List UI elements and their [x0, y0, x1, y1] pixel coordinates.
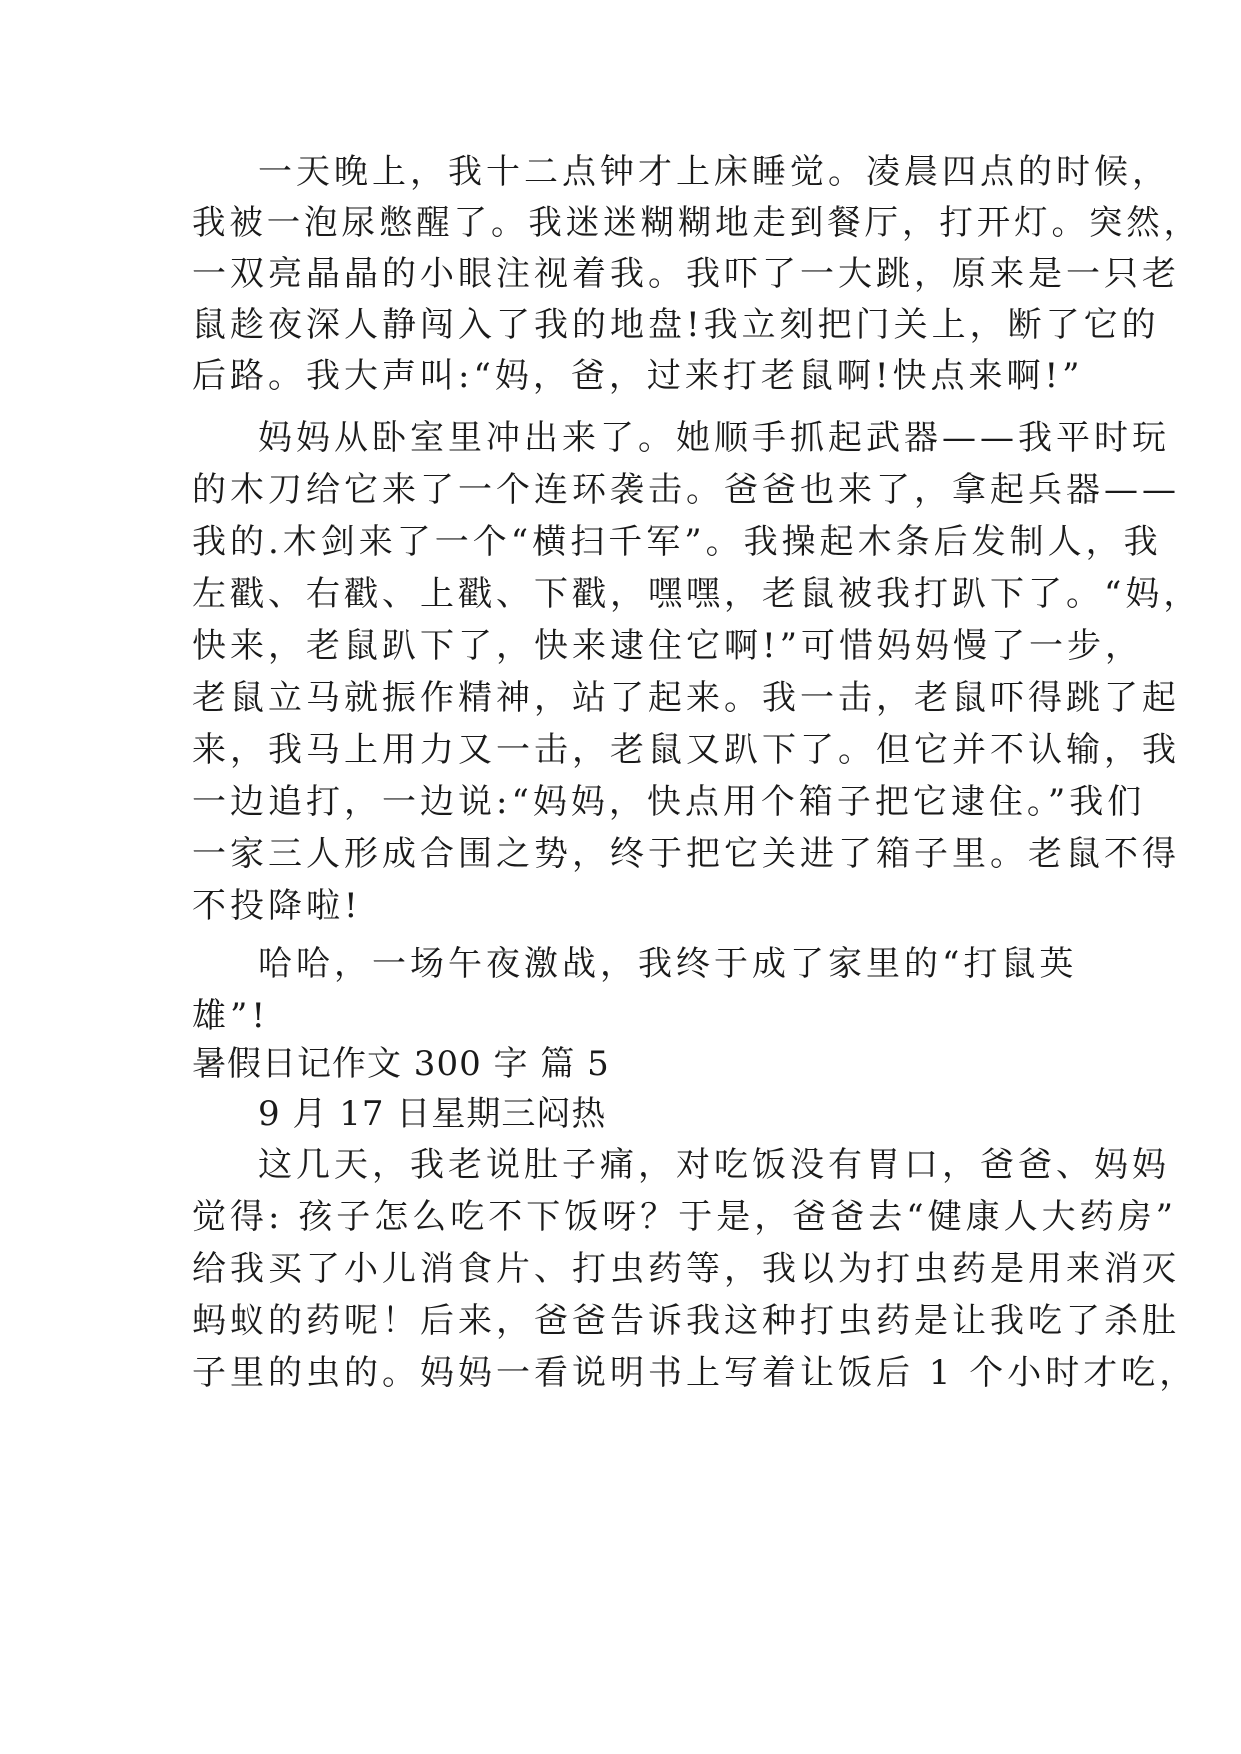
- paragraph-line: 一天晚上，我十二点钟才上床睡觉。凌晨四点的时候，: [258, 152, 1170, 192]
- paragraph-line: 这几天，我老说肚子痛，对吃饭没有胃口，爸爸、妈妈: [258, 1145, 1170, 1185]
- paragraph-line: 一家三人形成合围之势，终于把它关进了箱子里。老鼠不得: [192, 834, 1180, 874]
- diary-date: 9 月 17 日星期三闷热: [258, 1094, 607, 1134]
- paragraph-line: 来，我马上用力又一击，老鼠又趴下了。但它并不认输，我: [192, 730, 1180, 770]
- paragraph-line: 妈妈从卧室里冲出来了。她顺手抓起武器——我平时玩: [258, 418, 1170, 458]
- paragraph-line: 我被一泡尿憋醒了。我迷迷糊糊地走到餐厅，打开灯。突然，: [192, 203, 1201, 243]
- paragraph-line: 鼠趁夜深人静闯入了我的地盘!我立刻把门关上，断了它的: [192, 305, 1160, 345]
- paragraph-line: 一双亮晶晶的小眼注视着我。我吓了一大跳，原来是一只老: [192, 254, 1180, 294]
- paragraph-line: 给我买了小儿消食片、打虫药等，我以为打虫药是用来消灭: [192, 1249, 1180, 1289]
- paragraph-line: 哈哈，一场午夜激战，我终于成了家里的“打鼠英: [258, 944, 1078, 984]
- paragraph-line: 我的.木剑来了一个“横扫千军”。我操起木条后发制人，我: [192, 522, 1162, 562]
- paragraph-line: 不投降啦!: [192, 886, 362, 926]
- paragraph-line: 一边追打，一边说:“妈妈，快点用个箱子把它逮住。”我们: [192, 782, 1146, 822]
- paragraph-line: 觉得: 孩子怎么吃不下饭呀？于是，爸爸去“健康人大药房”: [192, 1197, 1178, 1237]
- paragraph-line: 蚂蚁的药呢！后来，爸爸告诉我这种打虫药是让我吃了杀肚: [192, 1301, 1180, 1341]
- paragraph-line: 子里的虫的。妈妈一看说明书上写着让饭后 1 个小时才吃，: [192, 1353, 1198, 1393]
- paragraph-line: 左戳、右戳、上戳、下戳，嘿嘿，老鼠被我打趴下了。“妈，: [192, 574, 1202, 614]
- paragraph-line: 老鼠立马就振作精神，站了起来。我一击，老鼠吓得跳了起: [192, 678, 1180, 718]
- paragraph-line: 后路。我大声叫:“妈，爸，过来打老鼠啊!快点来啊!”: [192, 356, 1084, 396]
- paragraph-line: 雄”!: [192, 996, 270, 1036]
- paragraph-line: 快来，老鼠趴下了，快来逮住它啊!”可惜妈妈慢了一步，: [192, 626, 1144, 666]
- section-heading: 暑假日记作文 300 字 篇 5: [192, 1044, 610, 1084]
- paragraph-line: 的木刀给它来了一个连环袭击。爸爸也来了，拿起兵器——: [192, 470, 1180, 510]
